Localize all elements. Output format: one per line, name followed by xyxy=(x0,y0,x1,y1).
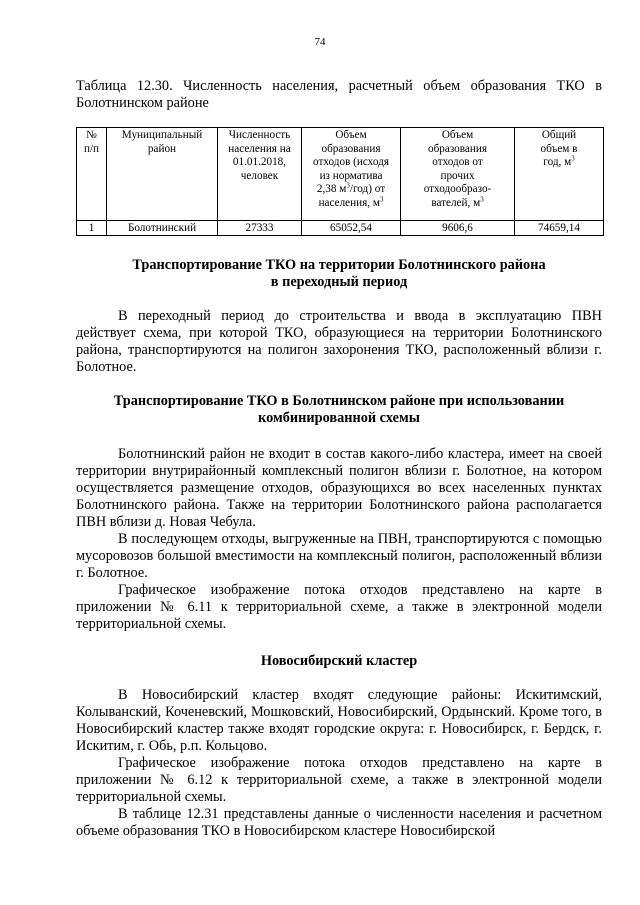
cell-total-volume: 74659,14 xyxy=(515,221,604,236)
header-other-volume: Объем образования отходов от прочих отходообразо- вателей, $м^3$ xyxy=(401,128,515,221)
paragraph-novosibirsk-cluster: В Новосибирский кластер входят следующие районы: Искитимский, Колыванский, Коченевский, Мошковский, Новосибирский, Ордынский. Кроме того, в Новосибирский кластер также входят городские округа: г. Новосибирск, г. Бердск, г. Искитим, г. Обь, р.п. Кольцово. xyxy=(76,687,602,754)
section-heading-transitional: Транспортирование ТКО на территории Болотнинского района в переходный период xyxy=(132,257,546,290)
table-caption: Таблица 12.30. Численность населения, расчетный объем образования ТКО в Болотнинском районе xyxy=(76,78,602,111)
paragraph-cluster-status: Болотнинский район не входит в состав какого-либо кластера, имеет на своей территории внутрирайонный комплексный полигон вблизи г. Болотное, на котором осуществляется размещение отходов, образующихся во всех населенных пунктах Болотнинского района. Также на территории Болотнинского района располагается ПВН вблизи д. Новая Чебула. xyxy=(76,446,602,530)
cell-population: 27333 xyxy=(218,221,302,236)
cell-other-volume: 9606,6 xyxy=(401,221,515,236)
paragraph-table-reference: В таблице 12.31 представлены данные о численности населения и расчетном объеме образования ТКО в Новосибирском кластере Новосибирской xyxy=(76,806,602,839)
header-num: № п/п xyxy=(77,128,107,221)
table-header-row xyxy=(77,128,604,221)
header-norm-volume: Объем образования отходов (исходя из норматива 2,38 $м^3/год$) от населения, $м^3$ xyxy=(302,128,401,221)
population-waste-table xyxy=(76,127,604,236)
table-row xyxy=(77,221,604,236)
paragraph-transport: В последующем отходы, выгруженные на ПВН, транспортируются с помощью мусоровозов большой вместимости на комплексный полигон, расположенный вблизи г. Болотное. xyxy=(76,531,602,581)
header-total-volume: Общий объем в год, $м^3$ xyxy=(515,128,604,221)
paragraph-map-reference-2: Графическое изображение потока отходов представлено на карте в приложении № 6.12 к территориальной схеме, а также в электронной модели территориальной схемы. xyxy=(76,755,602,805)
page-number: 74 xyxy=(314,36,326,48)
section-heading-combined: Транспортирование ТКО в Болотнинском районе при использовании комбинированной схемы xyxy=(113,393,565,426)
section-heading-novosibirsk: Новосибирский кластер xyxy=(260,653,418,669)
paragraph-transitional: В переходный период до строительства и ввода в эксплуатацию ПВН действует схема, при которой ТКО, образующиеся на территории Болотнинского района, транспортируются на полигон захоронения ТКО, расположенный вблизи г. Болотное. xyxy=(76,308,602,375)
header-district: Муниципальный район xyxy=(107,128,218,221)
header-population: Численность населения на 01.01.2018, человек xyxy=(218,128,302,221)
cell-num: 1 xyxy=(77,221,107,236)
cell-norm-volume: 65052,54 xyxy=(302,221,401,236)
paragraph-map-reference-1: Графическое изображение потока отходов представлено на карте в приложении № 6.11 к территориальной схеме, а также в электронной модели территориальной схемы. xyxy=(76,582,602,632)
cell-district: Болотнинский xyxy=(107,221,218,236)
